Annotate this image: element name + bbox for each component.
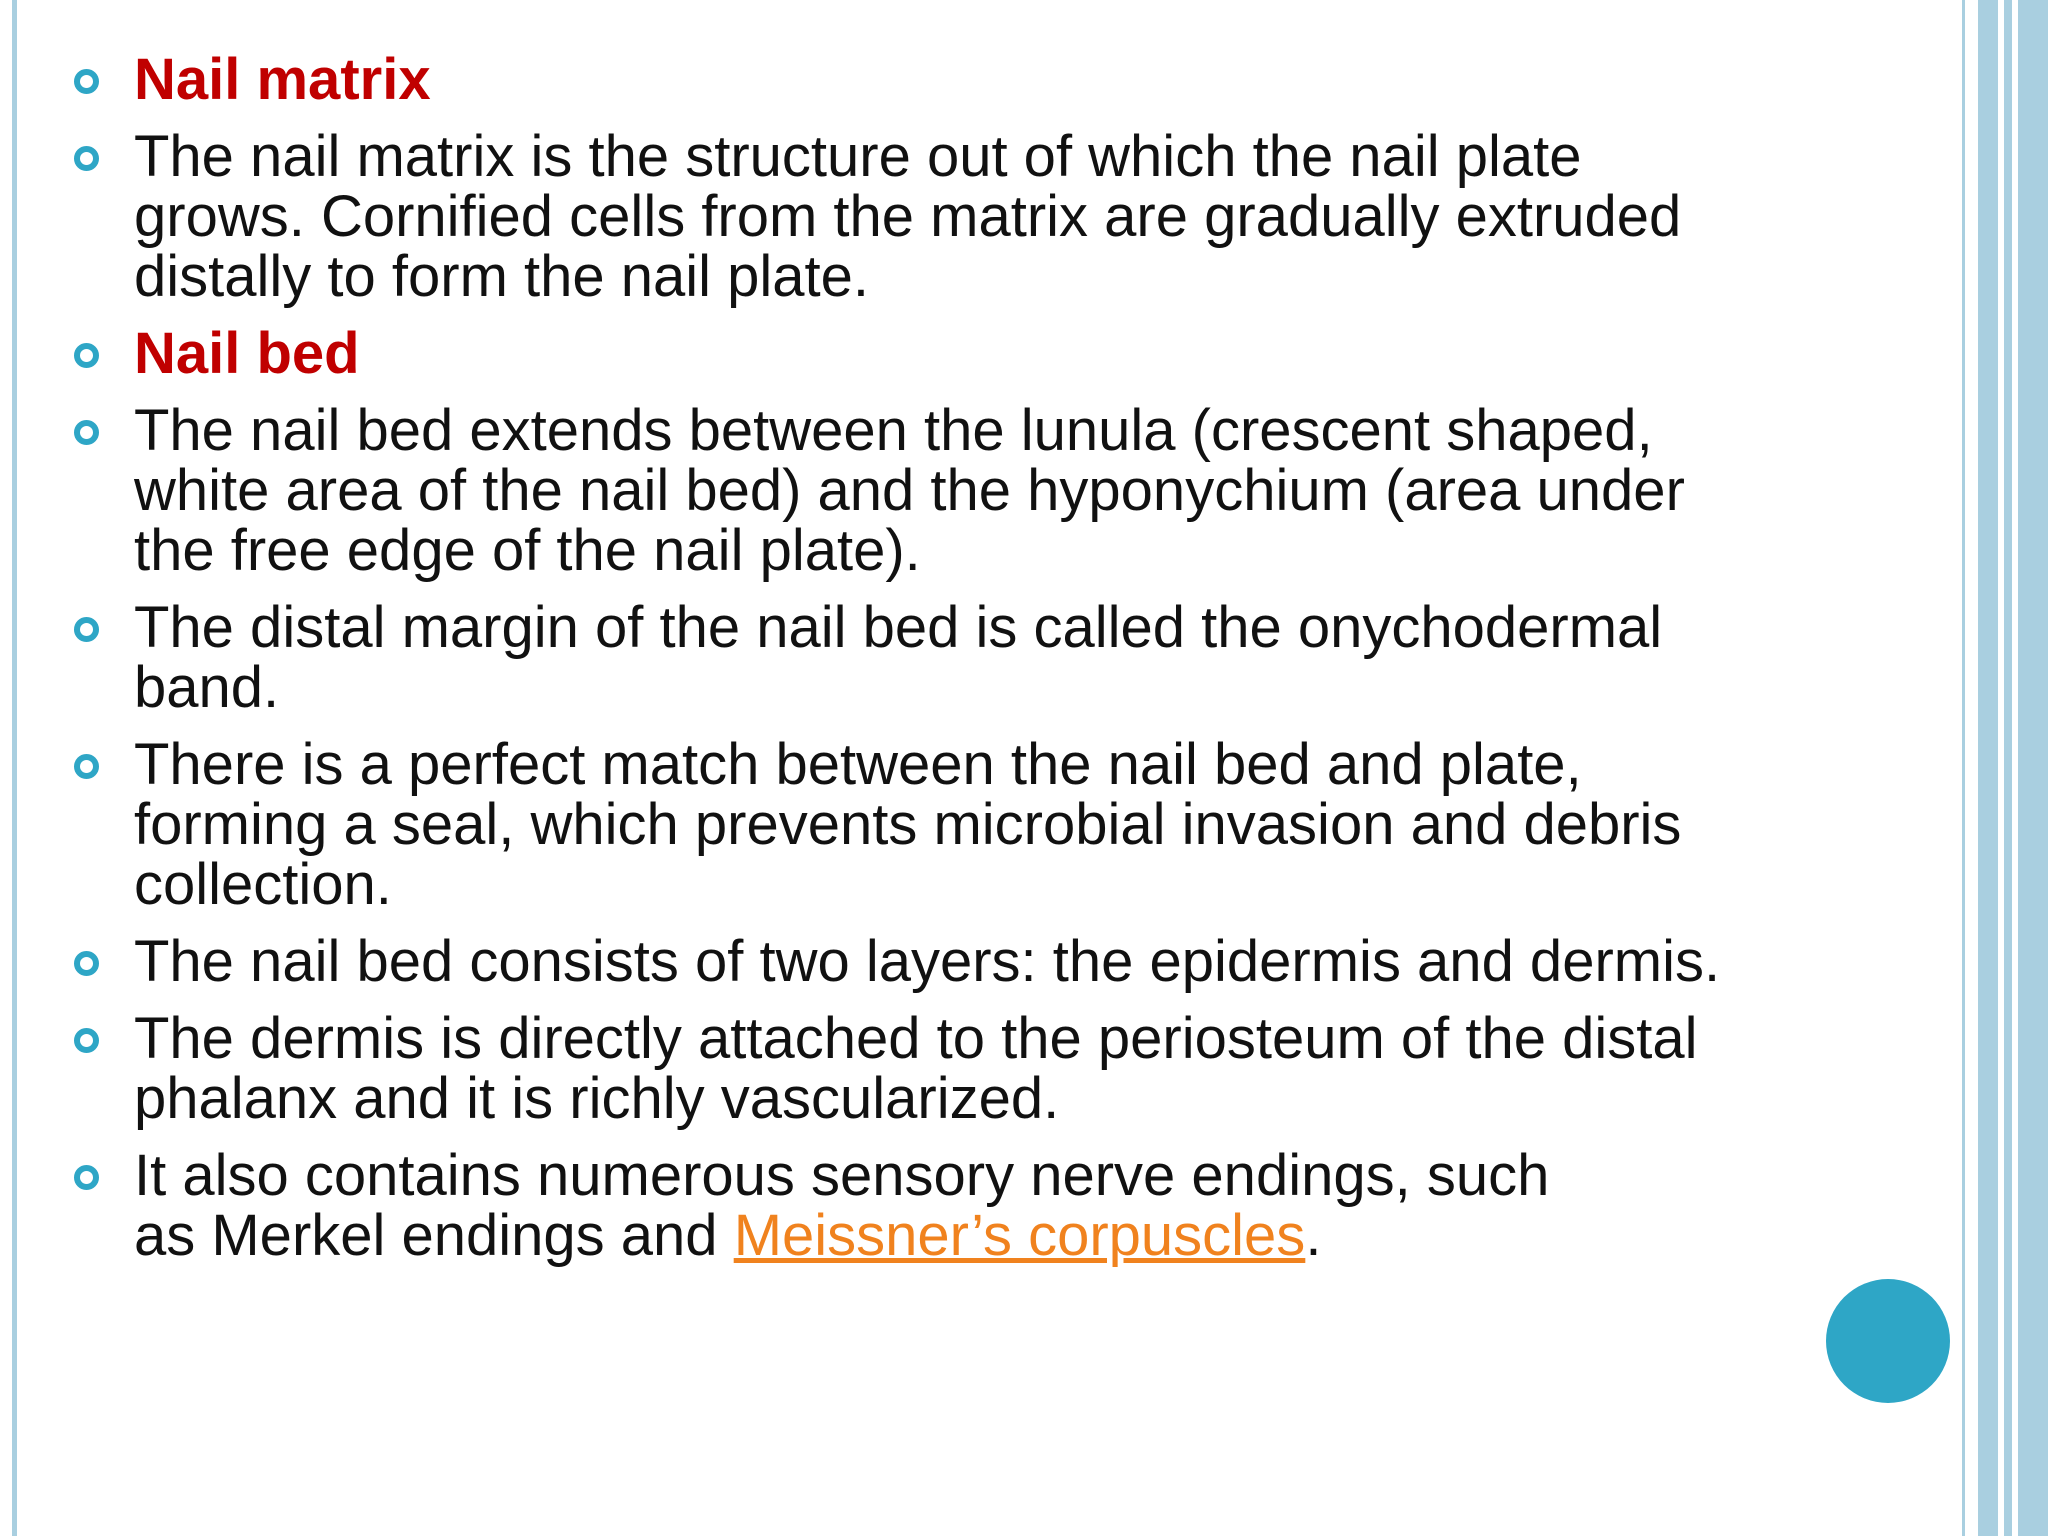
text-line: collection. xyxy=(134,852,392,917)
ring-bullet-icon xyxy=(74,69,99,94)
bullet-item xyxy=(68,929,1868,994)
bullet-list xyxy=(68,47,1868,1283)
text-line: The dermis is directly attached to the periosteum of the distal xyxy=(134,1006,1698,1071)
text-line: The nail bed consists of two layers: the epidermis and dermis. xyxy=(134,929,1721,994)
ring-bullet-icon xyxy=(74,951,99,976)
text-line-with-link xyxy=(134,1203,1868,1268)
text-line: The nail bed extends between the lunula (crescent shaped, xyxy=(134,398,1653,463)
left-border-line xyxy=(12,0,17,1536)
text-line: the free edge of the nail plate). xyxy=(134,518,921,583)
bullet-item xyxy=(68,398,1868,583)
ring-bullet-icon xyxy=(74,146,99,171)
text-line: Nail bed xyxy=(134,321,360,386)
right-stripe-2 xyxy=(1978,0,1998,1536)
text-line: distally to form the nail plate. xyxy=(134,244,870,309)
ring-bullet-icon xyxy=(74,754,99,779)
text-line: The distal margin of the nail bed is called the onychodermal xyxy=(134,595,1663,660)
ring-bullet-icon xyxy=(74,1165,99,1190)
meissners-corpuscles-link[interactable]: Meissner’s corpuscles xyxy=(733,1203,1306,1268)
ring-bullet-icon xyxy=(74,1028,99,1053)
bullet-item xyxy=(68,732,1868,917)
text-line: There is a perfect match between the nail bed and plate, xyxy=(134,732,1582,797)
decorative-circle xyxy=(1826,1279,1950,1403)
text-line: The nail matrix is the structure out of which the nail plate xyxy=(134,124,1582,189)
heading-nail-matrix xyxy=(68,47,1868,112)
right-stripe-3 xyxy=(2004,0,2012,1536)
text-line: Nail matrix xyxy=(134,47,431,112)
ring-bullet-icon xyxy=(74,343,99,368)
heading-nail-bed xyxy=(68,321,1868,386)
ring-bullet-icon xyxy=(74,617,99,642)
right-stripe-1 xyxy=(1962,0,1965,1536)
text-line: phalanx and it is richly vascularized. xyxy=(134,1066,1060,1131)
ring-bullet-icon xyxy=(74,420,99,445)
text-line: band. xyxy=(134,655,280,720)
bullet-item xyxy=(68,1006,1868,1131)
text-suffix: . xyxy=(1305,1203,1322,1268)
text-line: It also contains numerous sensory nerve endings, such xyxy=(134,1143,1550,1208)
text-line: forming a seal, which prevents microbial invasion and debris xyxy=(134,792,1682,857)
bullet-item xyxy=(68,124,1868,309)
bullet-item xyxy=(68,595,1868,720)
right-stripe-4 xyxy=(2018,0,2048,1536)
text-line: white area of the nail bed) and the hyponychium (area under xyxy=(134,458,1685,523)
text-line: grows. Cornified cells from the matrix are gradually extruded xyxy=(134,184,1682,249)
bullet-item xyxy=(68,1143,1868,1268)
text-prefix: as Merkel endings and xyxy=(134,1203,734,1268)
